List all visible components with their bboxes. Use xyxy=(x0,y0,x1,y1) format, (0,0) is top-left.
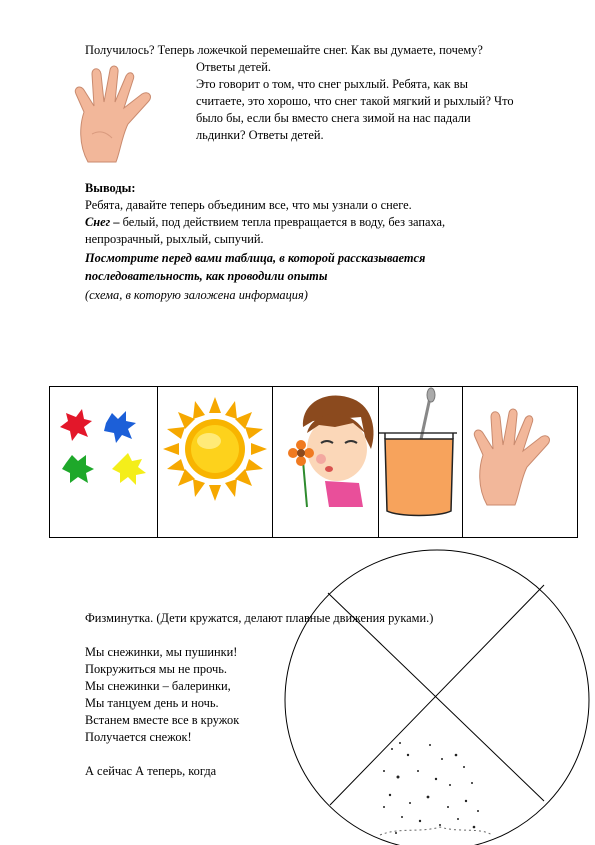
sun-icon xyxy=(158,387,272,535)
glass-spoon-icon xyxy=(379,387,462,535)
table-intro-1: Посмотрите перед вами таблица, в которой рассказывается xyxy=(85,251,426,265)
poem-line-4: Мы танцуем день и ночь. xyxy=(85,696,219,710)
answers-text: Ответы детей. xyxy=(196,60,271,74)
tail-line: А сейчас А теперь, когда xyxy=(85,764,217,778)
paragraph-line-4: льдинки? Ответы детей. xyxy=(196,128,324,142)
girl-smelling-flower-icon xyxy=(273,387,378,535)
poem-line-6: Получается снежок! xyxy=(85,730,192,744)
schema-note: (схема, в которую заложена информация) xyxy=(85,288,308,302)
snow-definition-text: белый, под действием тепла превращается в воду, без запаха, xyxy=(119,215,446,229)
table-intro-2: последовательность, как проводили опыты xyxy=(85,269,328,283)
table-cell-girl xyxy=(273,387,379,537)
circle-diagram-icon xyxy=(280,545,590,845)
conclusions-line-1: Ребята, давайте теперь объединим все, что мы узнали о снеге. xyxy=(85,198,412,212)
table-cell-glass xyxy=(379,387,463,537)
poem-line-2: Покружиться мы не прочь. xyxy=(85,662,227,676)
table-cell-hand xyxy=(463,387,578,537)
palm-hand-icon xyxy=(463,387,577,535)
snow-word: Снег – xyxy=(85,215,120,229)
question-text: Получилось? Теперь ложечкой перемешайте снег. Как вы думаете, почему? xyxy=(85,43,483,57)
palm-hand-icon xyxy=(70,64,182,168)
conclusions-heading-text: Выводы: xyxy=(85,181,136,195)
conclusions-heading xyxy=(85,180,135,197)
snow-definition xyxy=(85,214,445,231)
paragraph-line-3: было бы, если бы вместо снега зимой на нас падали xyxy=(196,111,471,125)
snowball-circle xyxy=(280,545,590,845)
hand-image xyxy=(70,64,182,168)
snow-definition-2: непрозрачный, рыхлый, сыпучий. xyxy=(85,232,264,246)
table-cell-sun xyxy=(158,387,273,537)
poem-line-3: Мы снежинки – балеринки, xyxy=(85,679,231,693)
color-blots-icon xyxy=(50,387,157,535)
table-cell-color-blots xyxy=(50,387,158,537)
poem-line-5: Встанем вместе все в кружок xyxy=(85,713,240,727)
fizminutka-title: Физминутка. (Дети кружатся, делают плавные движения руками.) xyxy=(85,611,434,625)
paragraph-line-1: Это говорит о том, что снег рыхлый. Ребята, как вы xyxy=(196,77,468,91)
poem-line-1: Мы снежинки, мы пушинки! xyxy=(85,645,238,659)
paragraph-line-2: считаете, это хорошо, что снег такой мягкий и рыхлый? Что xyxy=(196,94,514,108)
